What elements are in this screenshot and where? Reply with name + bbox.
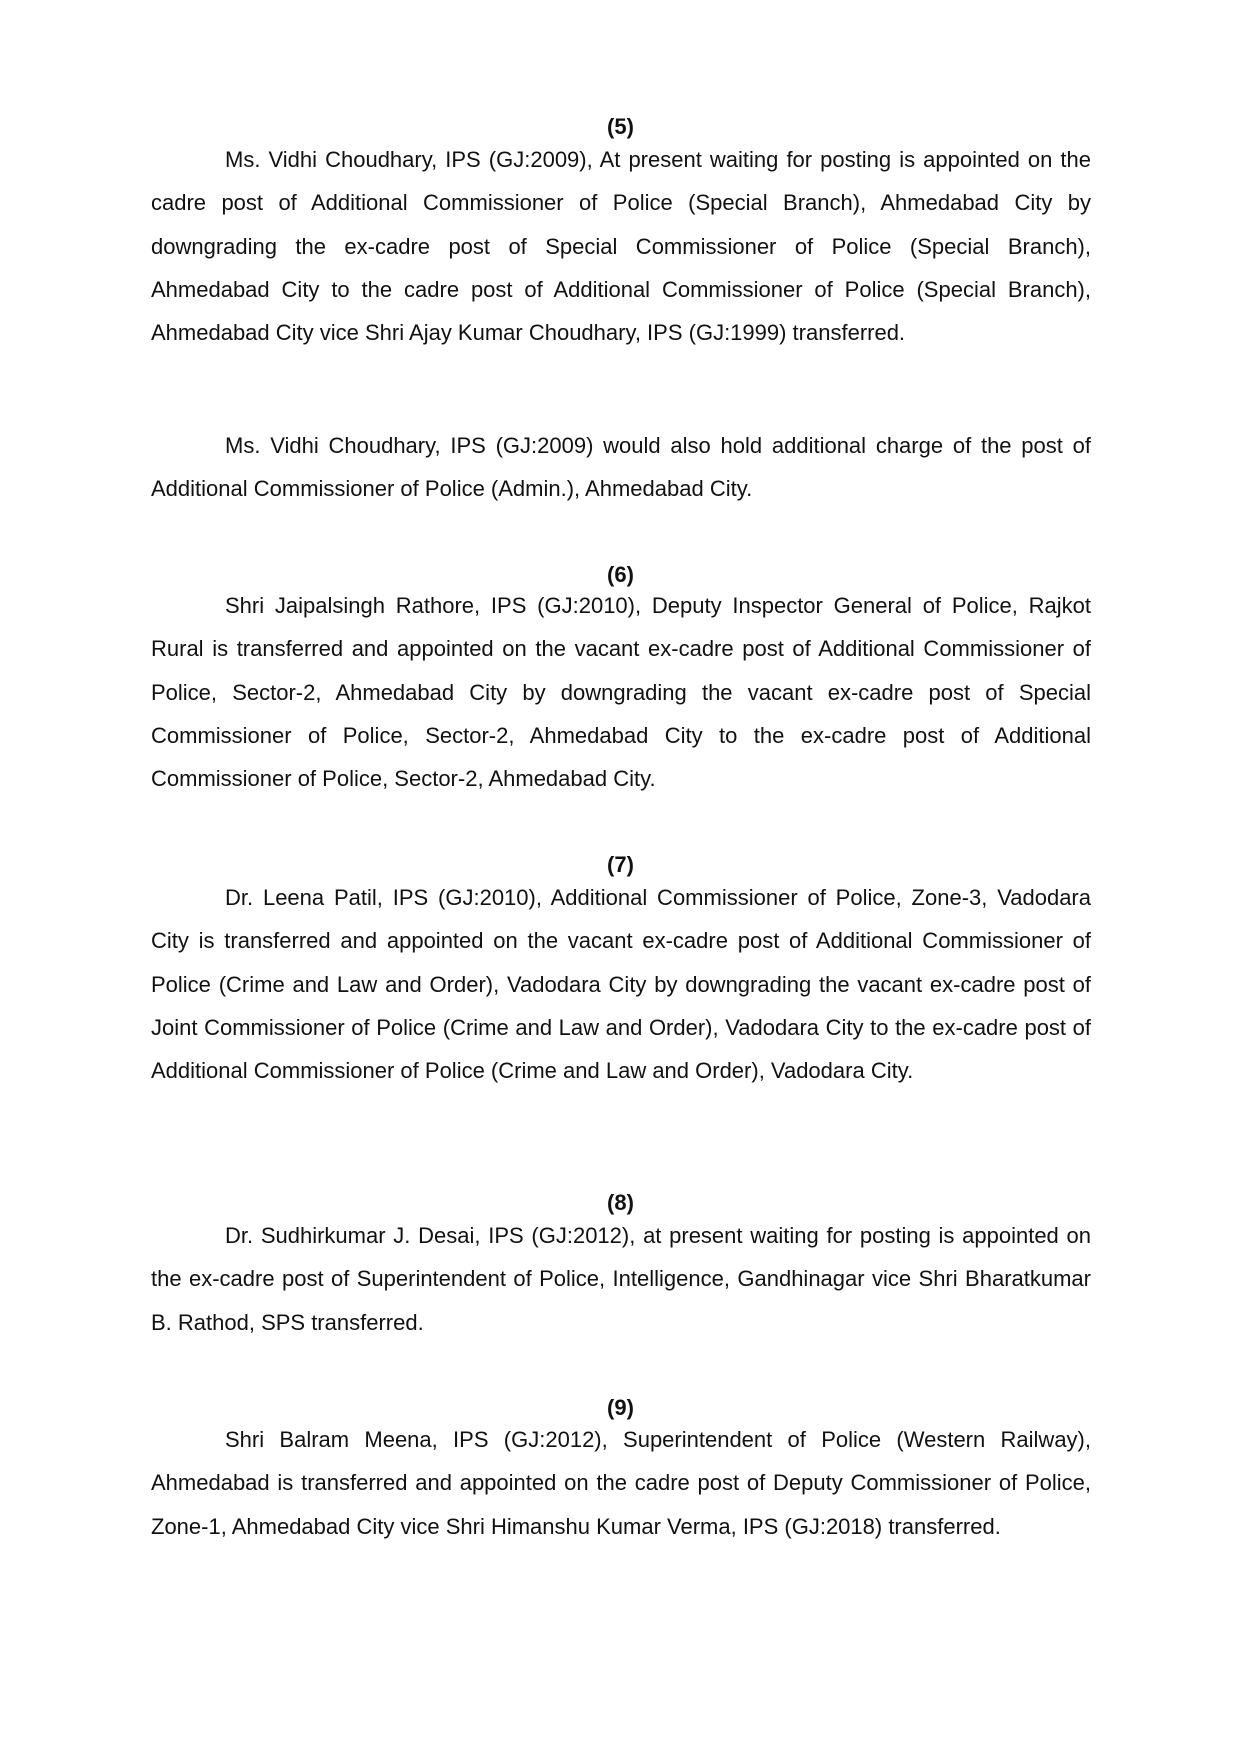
section-number: (5) xyxy=(607,114,634,139)
section-paragraph: Dr. Leena Patil, IPS (GJ:2010), Additional Commissioner of Police, Zone-3, Vadodara City is transferred and appointed on the vacant ex-cadre post of Additional Commissioner of Police (Crime and Law and Order), Vadodara City by downgrading the vacant ex-cadre post of Joint Commissioner of Police (Crime and Law and Order), Vadodara City to the ex-cadre post of Additional Commissioner of Police (Crime and Law and Order), Vadodara City. xyxy=(151,885,1091,1084)
section-number: (9) xyxy=(607,1395,634,1420)
section-paragraph: Ms. Vidhi Choudhary, IPS (GJ:2009), At present waiting for posting is appointed on the cadre post of Additional Commissioner of Police (Special Branch), Ahmedabad City by downgrading the ex-cadre post of Special Commissioner of Police (Special Branch), Ahmedabad City to the cadre post of Additional Commissioner of Police (Special Branch), Ahmedabad City vice Shri Ajay Kumar Choudhary, IPS (GJ:1999) transferred. xyxy=(151,147,1091,346)
section-number: (6) xyxy=(607,562,634,587)
section-paragraph: Shri Balram Meena, IPS (GJ:2012), Superintendent of Police (Western Railway), Ahmedabad is transferred and appointed on the cadre post of Deputy Commissioner of Police, Zone-1, Ahmedabad City vice Shri Himanshu Kumar Verma, IPS (GJ:2018) transferred. xyxy=(151,1427,1091,1539)
section-number: (8) xyxy=(607,1190,634,1215)
section-paragraph: Shri Jaipalsingh Rathore, IPS (GJ:2010), Deputy Inspector General of Police, Rajkot Rural is transferred and appointed on the vacant ex-cadre post of Additional Commissioner of Police, Sector-2, Ahmedabad City by downgrading the vacant ex-cadre post of Special Commissioner of Police, Sector-2, Ahmedabad City to the ex-cadre post of Additional Commissioner of Police, Sector-2, Ahmedabad City. xyxy=(151,593,1091,792)
section-paragraph: Ms. Vidhi Choudhary, IPS (GJ:2009) would also hold additional charge of the post of Additional Commissioner of Police (Admin.), Ahmedabad City. xyxy=(151,433,1091,502)
section-number: (7) xyxy=(607,852,634,877)
section-paragraph: Dr. Sudhirkumar J. Desai, IPS (GJ:2012), at present waiting for posting is appointed on the ex-cadre post of Superintendent of Police, Intelligence, Gandhinagar vice Shri Bharatkumar B. Rathod, SPS transferred. xyxy=(151,1223,1091,1335)
